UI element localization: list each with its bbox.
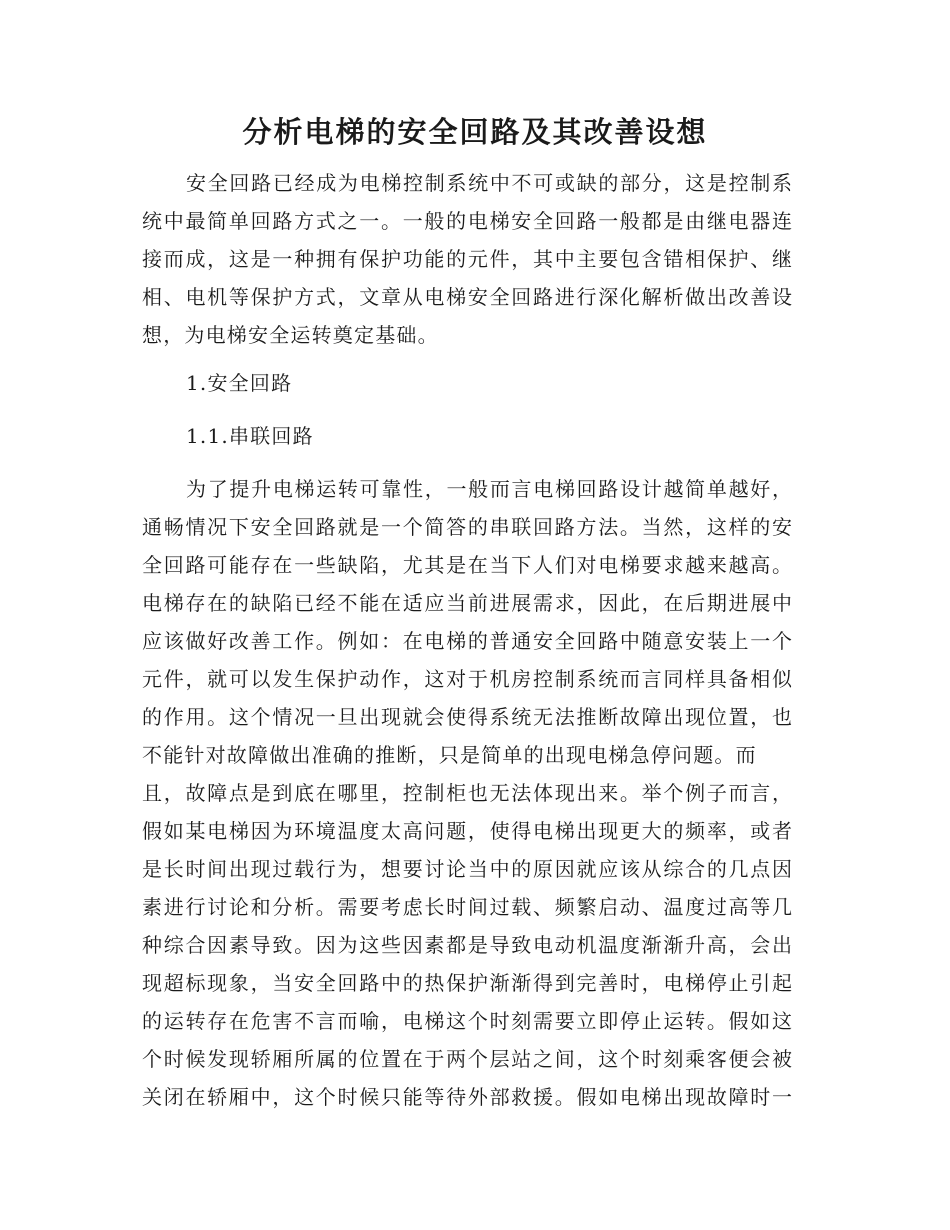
intro-line: 接而成，这是一种拥有保护功能的元件，其中主要包含错相保护、继 (142, 247, 792, 271)
body-line: 元件，就可以发生保护动作，这对于机房控制系统而言同样具备相似 (142, 667, 792, 691)
body-line: 个时候发现轿厢所属的位置在于两个层站之间，这个时刻乘客便会被 (142, 1047, 792, 1071)
body-line: 通畅情况下安全回路就是一个简答的串联回路方法。当然，这样的安 (142, 515, 792, 539)
subsection-heading: 1.1.串联回路 (186, 424, 314, 448)
body-line: 关闭在轿厢中，这个时候只能等待外部救援。假如电梯出现故障时一 (142, 1085, 792, 1109)
body-line: 全回路可能存在一些缺陷，尤其是在当下人们对电梯要求越来越高。 (142, 553, 792, 577)
body-line: 是长时间出现过载行为，想要讨论当中的原因就应该从综合的几点因 (142, 857, 792, 881)
body-line: 不能针对故障做出准确的推断，只是简单的出现电梯急停问题。而 (142, 743, 757, 767)
document-title: 分析电梯的安全回路及其改善设想 (242, 115, 708, 149)
body-line: 的作用。这个情况一旦出现就会使得系统无法推断故障出现位置，也 (142, 705, 792, 729)
intro-line: 想，为电梯安全运转奠定基础。 (142, 323, 439, 347)
body-line: 素进行讨论和分析。需要考虑长时间过载、频繁启动、温度过高等几 (142, 895, 792, 919)
intro-line: 相、电机等保护方式，文章从电梯安全回路进行深化解析做出改善设 (142, 285, 792, 309)
body-line: 种综合因素导致。因为这些因素都是导致电动机温度渐渐升高，会出 (142, 933, 792, 957)
section-heading: 1.安全回路 (186, 371, 293, 395)
body-line: 现超标现象，当安全回路中的热保护渐渐得到完善时，电梯停止引起 (142, 971, 792, 995)
body-line: 电梯存在的缺陷已经不能在适应当前进展需求，因此，在后期进展中 (142, 591, 792, 615)
body-line: 且，故障点是到底在哪里，控制柜也无法体现出来。举个例子而言， (142, 781, 792, 805)
body-line: 假如某电梯因为环境温度太高问题，使得电梯出现更大的频率，或者 (142, 819, 792, 843)
body-line: 为了提升电梯运转可靠性，一般而言电梯回路设计越简单越好， (186, 477, 792, 501)
body-line: 应该做好改善工作。例如：在电梯的普通安全回路中随意安装上一个 (142, 629, 792, 653)
body-line: 的运转存在危害不言而喻，电梯这个时刻需要立即停止运转。假如这 (142, 1009, 792, 1033)
intro-line: 统中最简单回路方式之一。一般的电梯安全回路一般都是由继电器连 (142, 209, 792, 233)
intro-line: 安全回路已经成为电梯控制系统中不可或缺的部分，这是控制系 (186, 171, 792, 195)
